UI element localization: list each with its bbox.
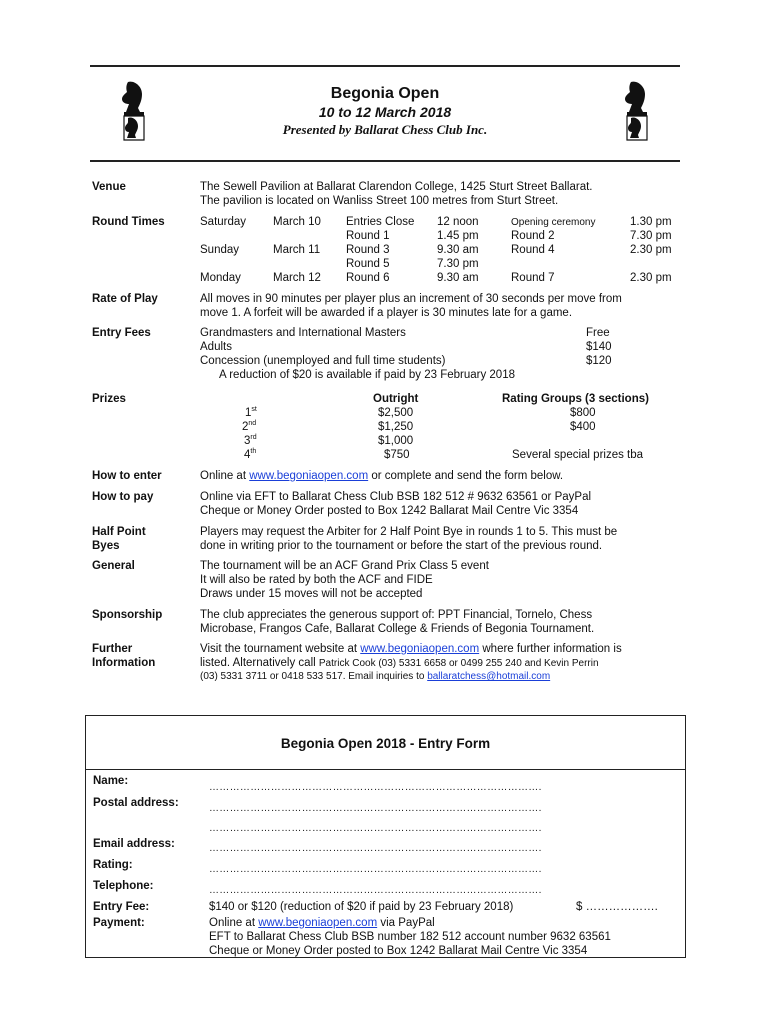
- email-link[interactable]: ballaratchess@hotmail.com: [427, 671, 551, 682]
- general-label: General: [92, 560, 135, 572]
- rating-groups-header: Rating Groups (3 sections): [502, 393, 649, 405]
- form-divider: [86, 769, 685, 770]
- rate-of-play-label: Rate of Play: [92, 293, 158, 305]
- website-link[interactable]: www.begoniaopen.com: [258, 917, 378, 929]
- website-link[interactable]: www.begoniaopen.com: [249, 470, 369, 482]
- presented-by: Presented by Ballarat Chess Club Inc.: [282, 122, 488, 137]
- header-bottom-rule: [90, 160, 680, 162]
- email-address-label: Email address:: [93, 838, 175, 850]
- round-time: 2.30 pm: [630, 272, 672, 284]
- fee-reduction-note: A reduction of $20 is available if paid by 23 February 2018: [219, 369, 515, 381]
- prize-outright: $1,250: [378, 421, 414, 433]
- round-time: 1.45 pm: [437, 230, 479, 242]
- round-times-label: Round Times: [92, 216, 165, 228]
- name-field[interactable]: …………………………………………………………………………………….: [209, 782, 542, 793]
- telephone-field[interactable]: …………………………………………………………………………………….: [209, 885, 542, 896]
- round-event: Round 4: [511, 244, 555, 256]
- round-time: 7.30 pm: [630, 230, 672, 242]
- entry-form-title: Begonia Open 2018 - Entry Form: [280, 736, 491, 751]
- telephone-label: Telephone:: [93, 880, 154, 892]
- round-day: Monday: [200, 272, 241, 284]
- venue-label: Venue: [92, 181, 126, 193]
- round-date: March 10: [273, 216, 321, 228]
- entry-fee-label: Entry Fee:: [93, 901, 150, 913]
- event-dates: 10 to 12 March 2018: [318, 104, 452, 120]
- prize-outright: $750: [384, 449, 410, 461]
- fee-amount: $120: [586, 355, 612, 367]
- page-title: Begonia Open: [330, 85, 440, 102]
- name-label: Name:: [93, 775, 129, 787]
- website-link[interactable]: www.begoniaopen.com: [360, 643, 480, 655]
- prize-place: 2nd: [242, 420, 257, 433]
- information-label: Information: [92, 657, 156, 669]
- prize-rating: Several special prizes tba: [512, 449, 644, 461]
- rating-field[interactable]: …………………………………………………………………………………….: [209, 864, 542, 875]
- sponsorship-line-1: The club appreciates the generous support of: PPT Financial, Tornelo, Chess: [200, 609, 593, 621]
- entry-form: [85, 715, 686, 958]
- postal-address-field-2[interactable]: …………………………………………………………………………………….: [209, 823, 542, 834]
- payment-label: Payment:: [93, 917, 145, 929]
- prize-rating: $800: [570, 407, 596, 419]
- prize-rating: $400: [570, 421, 596, 433]
- further-line-1: Visit the tournament website at www.begoniaopen.com where further information is: [200, 643, 622, 655]
- entry-fee-text: $140 or $120 (reduction of $20 if paid by 23 February 2018): [209, 901, 514, 913]
- payment-line-1: Online at www.begoniaopen.com via PayPal: [209, 917, 435, 929]
- venue-line-1: The Sewell Pavilion at Ballarat Clarendon College, 1425 Sturt Street Ballarat.: [200, 181, 593, 193]
- venue-line-2: The pavilion is located on Wanliss Street 100 metres from Sturt Street.: [200, 195, 559, 207]
- how-to-pay-label: How to pay: [92, 491, 154, 503]
- prize-outright: $1,000: [378, 435, 414, 447]
- round-time: 12 noon: [437, 216, 479, 228]
- prize-outright: $2,500: [378, 407, 414, 419]
- round-time: 9.30 am: [437, 272, 479, 284]
- round-time: 2.30 pm: [630, 244, 672, 256]
- rate-of-play-line-2: move 1. A forfeit will be awarded if a player is 30 minutes late for a game.: [200, 307, 573, 319]
- half-point-line-2: done in writing prior to the tournament or before the start of the previous round.: [200, 540, 603, 552]
- round-time: 1.30 pm: [630, 216, 672, 228]
- sponsorship-label: Sponsorship: [92, 609, 163, 621]
- round-event: Round 7: [511, 272, 555, 284]
- round-time: 9.30 am: [437, 244, 479, 256]
- how-to-pay-line-2: Cheque or Money Order posted to Box 1242 Ballarat Mail Centre Vic 3354: [200, 505, 579, 517]
- fee-description: Grandmasters and International Masters: [200, 327, 406, 339]
- round-event: Round 6: [346, 272, 390, 284]
- round-date: March 12: [273, 272, 321, 284]
- postal-address-label: Postal address:: [93, 797, 179, 809]
- general-line-3: Draws under 15 moves will not be accepted: [200, 588, 423, 600]
- general-line-2: It will also be rated by both the ACF and FIDE: [200, 574, 433, 586]
- how-to-enter-label: How to enter: [92, 470, 162, 482]
- round-event: Opening ceremony: [511, 217, 596, 228]
- round-day: Sunday: [200, 244, 240, 256]
- round-event: Round 1: [346, 230, 390, 242]
- round-day: Saturday: [200, 216, 247, 228]
- sponsorship-line-2: Microbase, Frangos Cafe, Ballarat College & Friends of Begonia Tournament.: [200, 623, 595, 635]
- further-label: Further: [92, 643, 133, 655]
- fee-amount: $140: [586, 341, 612, 353]
- fee-description: Adults: [200, 341, 232, 353]
- prizes-label: Prizes: [92, 393, 126, 405]
- header-top-rule: [90, 65, 680, 67]
- how-to-enter-text: Online at www.begoniaopen.com or complete and send the form below.: [200, 470, 564, 482]
- round-event: Entries Close: [346, 216, 415, 228]
- how-to-pay-line-1: Online via EFT to Ballarat Chess Club BSB 182 512 # 9632 63561 or PayPal: [200, 491, 592, 503]
- postal-address-field[interactable]: …………………………………………………………………………………….: [209, 803, 542, 814]
- outright-header: Outright: [373, 393, 419, 405]
- payment-line-3: Cheque or Money Order posted to Box 1242 Ballarat Mail Centre Vic 3354: [209, 945, 588, 957]
- half-point-line-1: Players may request the Arbiter for 2 Half Point Bye in rounds 1 to 5. This must be: [200, 526, 618, 538]
- round-event: Round 5: [346, 258, 390, 270]
- prize-place: 4th: [244, 448, 257, 461]
- entry-fee-amount-field[interactable]: $ ……………….: [576, 901, 658, 913]
- further-line-3: (03) 5331 3711 or 0418 533 517. Email inquiries to ballaratchess@hotmail.com: [200, 671, 551, 682]
- general-line-1: The tournament will be an ACF Grand Prix Class 5 event: [200, 560, 489, 572]
- payment-line-2: EFT to Ballarat Chess Club BSB number 182 512 account number 9632 63561: [209, 931, 611, 943]
- byes-label: Byes: [92, 540, 120, 552]
- round-date: March 11: [273, 244, 321, 256]
- half-point-label: Half Point: [92, 526, 146, 538]
- fee-description: Concession (unemployed and full time students): [200, 355, 446, 367]
- entry-fees-label: Entry Fees: [92, 327, 151, 339]
- round-time: 7.30 pm: [437, 258, 479, 270]
- round-event: Round 2: [511, 230, 555, 242]
- prize-place: 3rd: [244, 434, 257, 447]
- rating-label: Rating:: [93, 859, 133, 871]
- fee-amount: Free: [586, 327, 610, 339]
- email-address-field[interactable]: …………………………………………………………………………………….: [209, 843, 542, 854]
- prize-place: 1st: [245, 406, 257, 419]
- rate-of-play-line-1: All moves in 90 minutes per player plus an increment of 30 seconds per move from: [200, 293, 622, 305]
- round-event: Round 3: [346, 244, 390, 256]
- further-line-2: listed. Alternatively call Patrick Cook (03) 5331 6658 or 0499 255 240 and Kevin Perrin: [200, 657, 599, 669]
